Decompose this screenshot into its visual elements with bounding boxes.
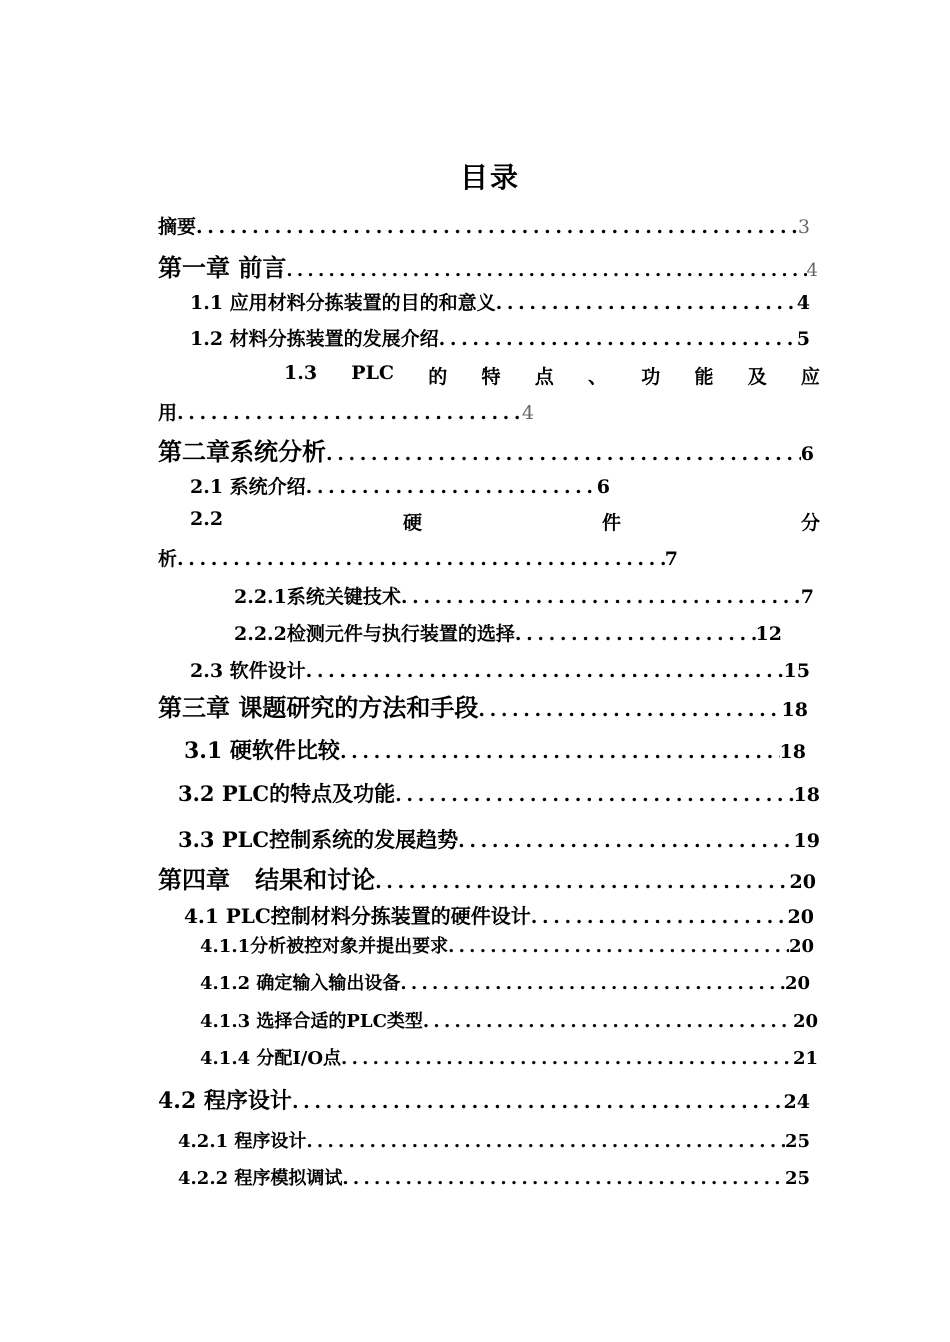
toc-label: 第三章 课题研究的方法和手段 [158,693,479,722]
toc-page-number: 4 [521,402,534,424]
toc-leader [306,476,597,498]
toc-label: 4.1 PLC控制材料分拣装置的硬件设计 [184,904,531,928]
toc-page-number: 20 [784,973,810,994]
toc-label: 1.2 材料分拣装置的发展介绍 [190,328,439,350]
toc-entry [178,1164,810,1190]
toc-entry [190,324,810,351]
toc-page-number: 20 [787,906,814,928]
toc-leader [478,699,781,721]
toc-page-number: 20 [789,871,816,893]
toc-page-number: 20 [788,936,814,957]
toc-page-number: 6 [596,476,610,498]
toc-page-number: 24 [783,1091,810,1113]
toc-page-number: 18 [781,699,808,721]
toc-page-number: 20 [792,1011,818,1032]
toc-entry [234,582,814,609]
toc-page-number: 25 [784,1168,810,1189]
toc-entry [184,734,806,765]
toc-page-number: 12 [755,623,782,645]
toc-page-number: 25 [784,1131,810,1152]
toc-page-number: 7 [800,586,814,608]
toc-leader [400,973,785,994]
toc-entry [158,1084,810,1115]
toc-page-number: 18 [779,741,806,763]
toc-label-part: 、 [587,366,607,388]
toc-leader [395,784,793,806]
toc-leader [375,871,789,893]
toc-leader [306,1131,785,1152]
toc-label-part: 应 [800,366,820,388]
toc-entry [234,619,782,646]
toc-leader [401,586,801,608]
toc-leader [177,402,522,424]
toc-leader [177,548,665,570]
toc-entry-continuation [158,398,534,425]
toc-label: 4.1.2 确定输入输出设备 [200,973,401,994]
toc-label-part: PLC [351,362,395,384]
toc-label: 2.2.1系统关键技术 [234,586,401,608]
toc-label: 4.1.1分析被控对象并提出要求 [200,936,449,957]
toc-page-number: 18 [793,784,820,806]
toc-entry [190,472,610,499]
toc-label-part: 特 [481,366,501,388]
toc-page-number: 21 [792,1048,818,1069]
toc-page-number: 4 [806,260,818,281]
toc-leader [496,292,797,314]
toc-leader [342,1168,785,1189]
toc-leader [196,216,798,238]
toc-page-number: 15 [783,660,810,682]
toc-leader [439,328,797,350]
toc-label-part: 点 [534,366,554,388]
toc-page-number: 5 [796,328,810,350]
toc-entry-continuation [158,544,678,571]
toc-leader [292,1091,784,1113]
toc-entry-justified [190,508,820,535]
toc-label: 用 [158,402,178,424]
toc-leader [326,443,801,465]
toc-label: 2.1 系统介绍 [190,476,306,498]
toc-leader [341,1048,793,1069]
toc-entry [178,1127,810,1153]
toc-entry [190,288,810,315]
toc-label-part: 硬 [403,512,423,534]
toc-entry [178,824,820,854]
toc-leader [340,741,780,763]
toc-page-number: 7 [664,548,678,570]
toc-label: 第一章 前言 [158,253,287,282]
toc-label: 2.3 软件设计 [190,660,306,682]
toc-label: 摘要 [158,216,197,238]
toc-page-number: 19 [793,830,820,852]
toc-label: 2.2.2检测元件与执行装置的选择 [234,623,515,645]
toc-label-part: 的 [428,366,448,388]
toc-entry [158,432,814,467]
toc-entry [200,932,814,958]
toc-label: 4.2.1 程序设计 [178,1131,307,1152]
toc-entry [200,1007,818,1033]
toc-label: 4.1.3 选择合适的PLC类型 [200,1011,423,1032]
toc-label-part: 1.3 [284,362,318,384]
toc-label: 3.3 PLC控制系统的发展趋势 [178,827,459,852]
toc-label-part: 分 [800,512,820,534]
toc-leader [448,936,789,957]
toc-label: 3.1 硬软件比较 [184,738,340,764]
toc-label-part: 件 [601,512,621,534]
toc-label: 4.2 程序设计 [158,1088,292,1114]
toc-label: 4.1.4 分配I/O点 [200,1048,342,1069]
toc-label: 4.2.2 程序模拟调试 [178,1168,343,1189]
toc-page-number: 3 [797,216,810,238]
toc-entry [178,778,820,808]
toc-label: 析 [158,548,178,570]
toc-leader [531,906,788,928]
toc-leader [423,1011,793,1032]
toc-label-part: 能 [694,366,714,388]
toc-page-number: 4 [796,292,810,314]
toc-entry-justified [284,362,820,389]
page-title: 目录 [459,161,520,194]
toc-entry [200,1044,818,1070]
toc-entry [184,900,814,929]
toc-label: 第四章 结果和讨论 [158,865,376,894]
toc-label-part: 及 [747,366,767,388]
toc-page-number: 6 [800,443,814,465]
toc-entry [158,688,808,723]
toc-entry [158,860,816,895]
toc-leader [286,260,806,281]
toc-label-part: 功 [641,366,661,388]
toc-entry [190,656,810,683]
toc-leader [515,623,756,645]
toc-label-part: 2.2 [190,508,224,530]
toc-leader [458,830,793,852]
toc-label: 3.2 PLC的特点及功能 [178,781,396,806]
toc-entry [158,212,810,239]
toc-entry [158,248,818,283]
toc-leader [306,660,784,682]
toc-label: 第二章系统分析 [158,437,326,466]
toc-entry [200,969,810,995]
toc-label: 1.1 应用材料分拣装置的目的和意义 [190,292,496,314]
